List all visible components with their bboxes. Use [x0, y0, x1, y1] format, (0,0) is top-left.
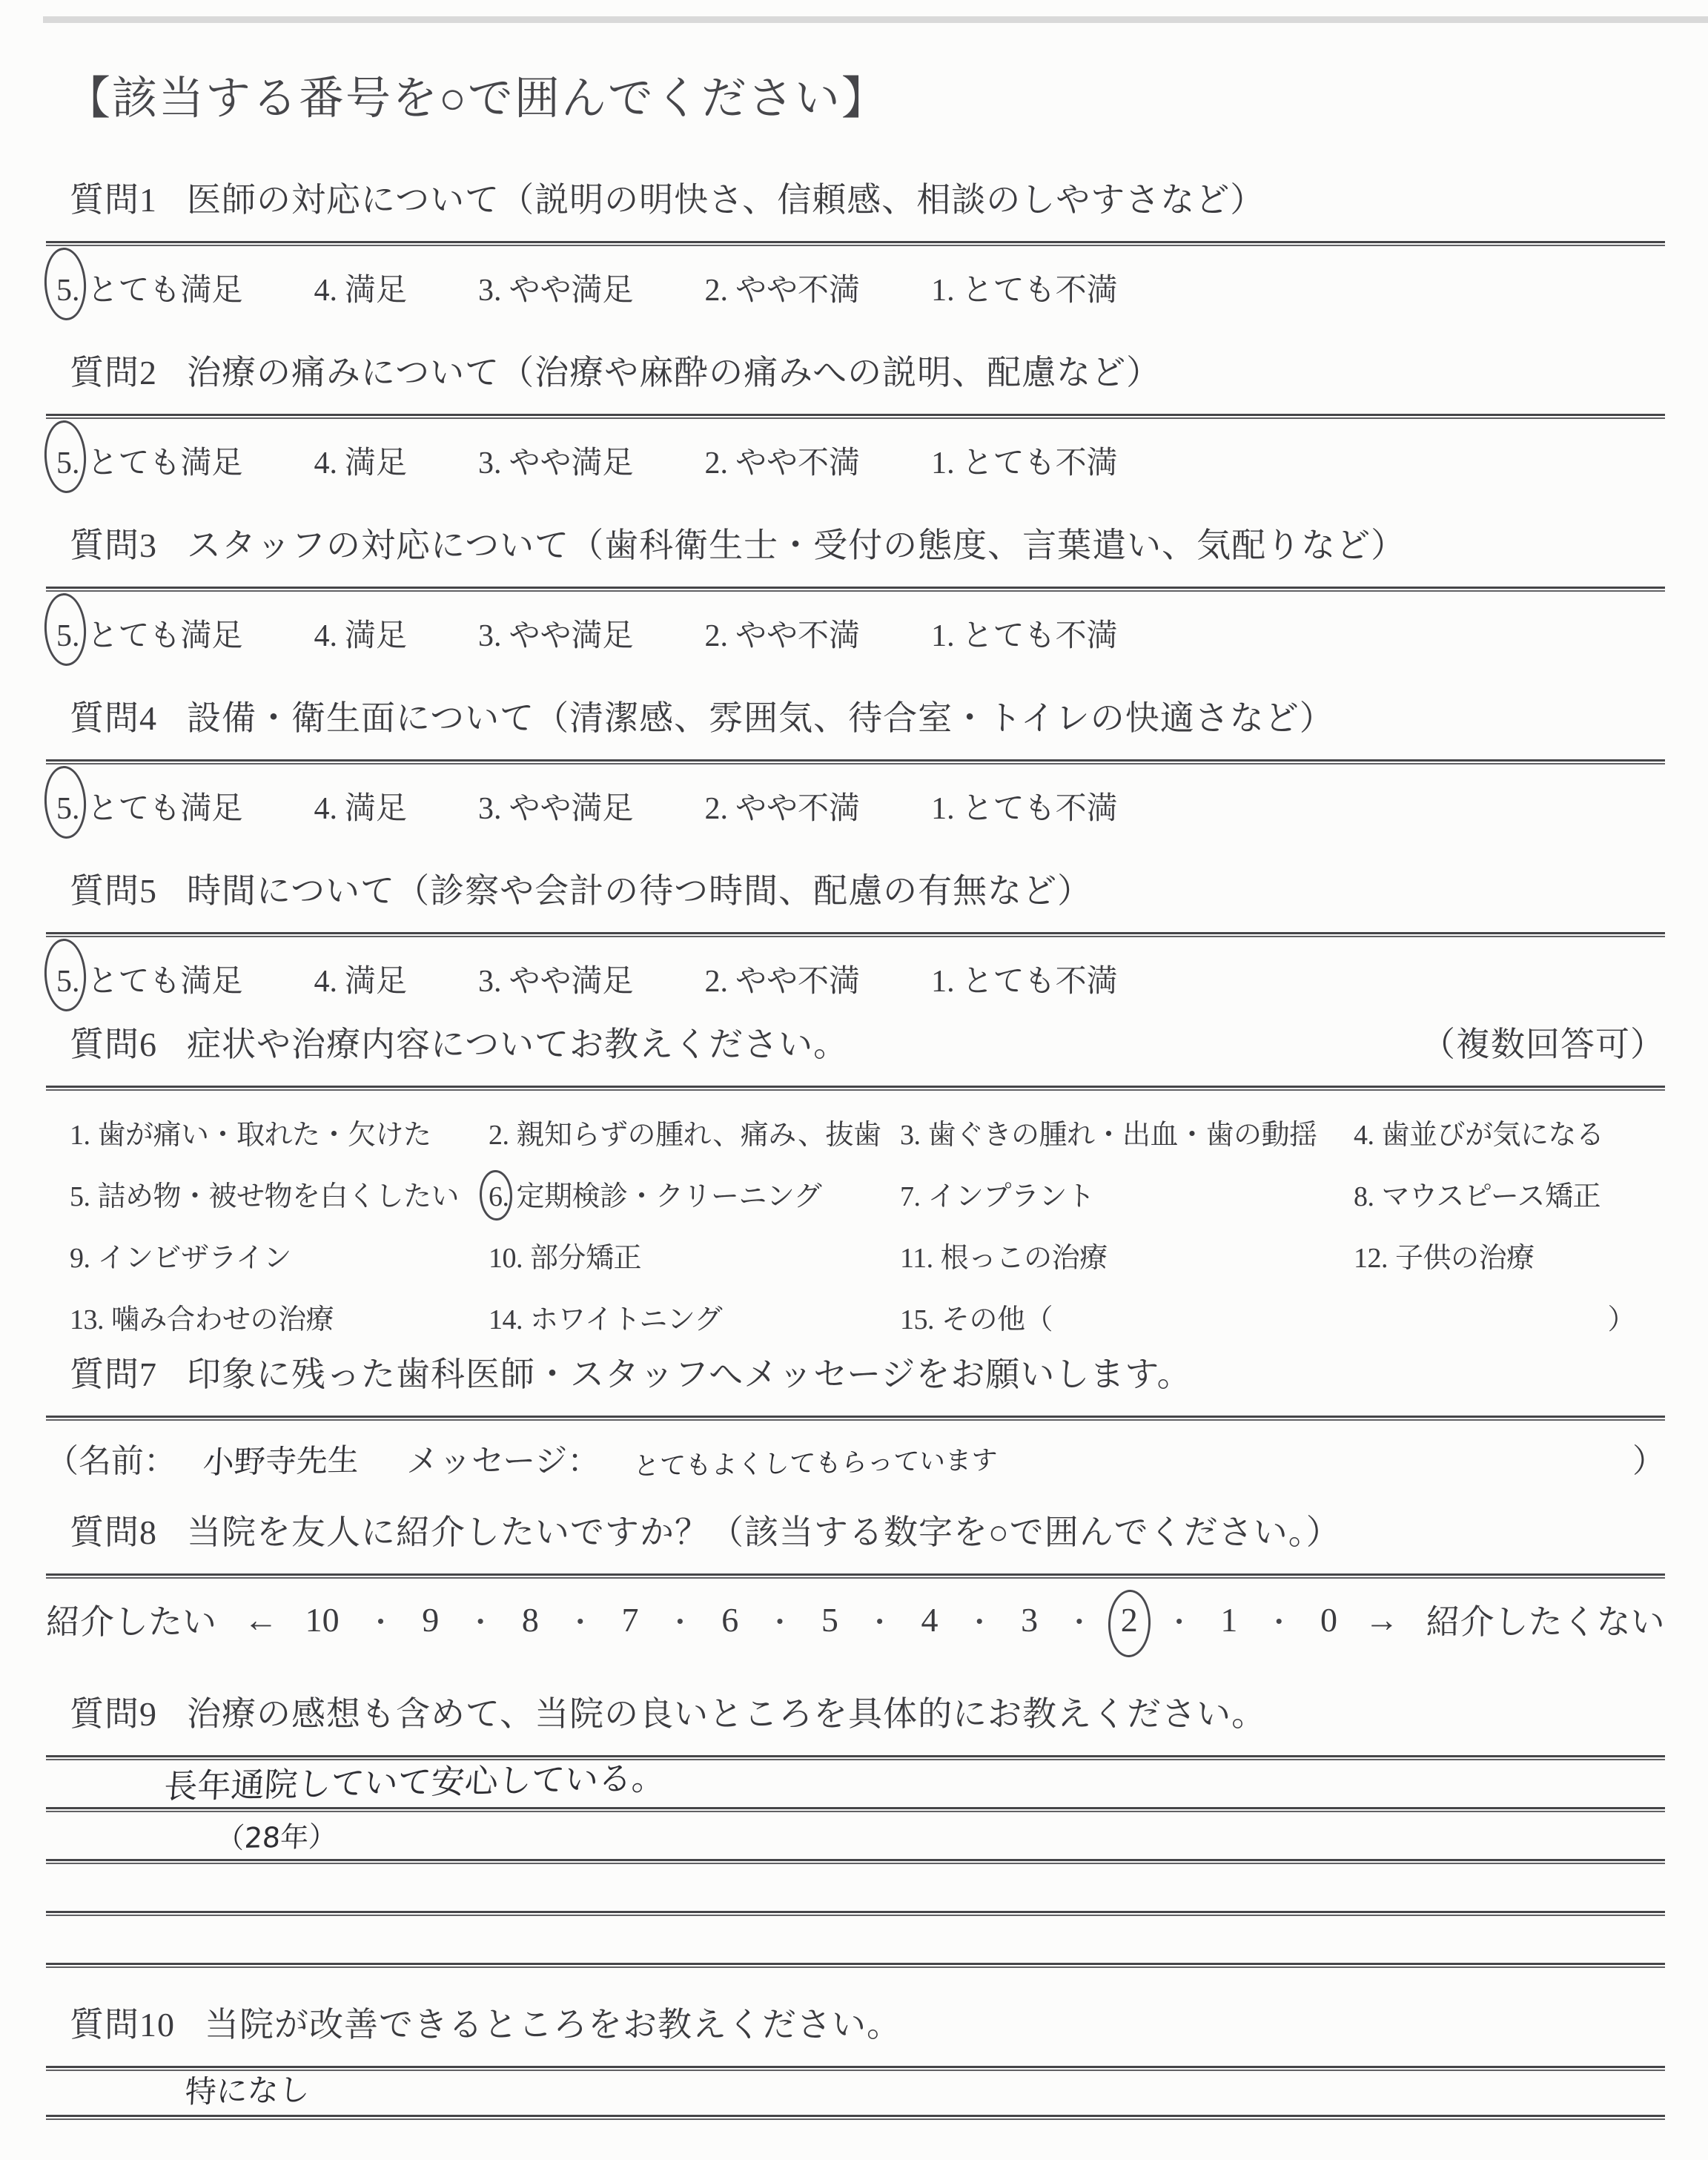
option-number: 1. [931, 619, 955, 653]
option-number: 4. [314, 274, 338, 308]
item-number: 4. [1354, 1120, 1374, 1151]
q6-item-5 [70, 1173, 489, 1214]
divider [46, 932, 1665, 937]
writing-line [46, 1963, 1665, 1968]
answer-line [0, 1916, 1708, 1968]
answer-line [0, 1864, 1708, 1916]
divider [46, 1416, 1665, 1421]
scale-9: 9 [422, 1600, 440, 1639]
q6-item-11 [900, 1235, 1354, 1275]
question-5-title: 時間について（診察や会計の待つ時間、配慮の有無など） [187, 872, 1093, 910]
option-label: やや不満 [735, 446, 861, 480]
option-1 [931, 611, 1118, 655]
circled-answer-mark: 5. [56, 792, 80, 826]
option-5 [56, 265, 243, 310]
multiple-answers-note: （複数回答可） [1421, 1025, 1665, 1063]
q6-other-close-paren: ） [1607, 1304, 1635, 1335]
q6-item-6 [489, 1173, 900, 1214]
scale-8: 8 [521, 1600, 539, 1639]
handwritten-message: とてもよくしてもらっています [632, 1445, 999, 1482]
question-8-title: 当院を友人に紹介したいですか？（該当する数字を○で囲んでください。） [187, 1513, 1341, 1551]
question-2-options [56, 438, 1708, 483]
item-label: その他（ [941, 1304, 1053, 1335]
divider [46, 241, 1665, 246]
question-6-heading [70, 1017, 1665, 1066]
option-label: 満足 [345, 274, 408, 308]
option-4 [314, 784, 408, 828]
question-4-options [56, 784, 1708, 828]
right-arrow-icon: → [1364, 1600, 1399, 1639]
item-label: 根っこの治療 [940, 1243, 1108, 1274]
circled-answer-mark: 5. [56, 619, 80, 653]
option-number: 1. [931, 965, 955, 999]
handwritten-name: 小野寺先生 [202, 1441, 360, 1481]
handwritten-answer: 長年通院していて安心している。 [163, 1758, 666, 1806]
option-number: 1. [931, 446, 955, 480]
q6-item-8 [1354, 1173, 1665, 1214]
question-10-label: 質問10 [70, 2006, 175, 2044]
option-1 [931, 957, 1118, 1001]
item-label: 親知らずの腫れ、痛み、抜歯 [516, 1120, 881, 1151]
dot-separator: ・ [666, 1607, 695, 1639]
question-3-title: スタッフの対応について（歯科衛生士・受付の態度、言葉遣い、気配りなど） [187, 526, 1406, 564]
question-9-section [0, 1687, 1708, 1968]
dot-separator: ・ [366, 1607, 395, 1639]
question-10-section [0, 1998, 1708, 2160]
question-5-section [0, 864, 1708, 1001]
option-label: やや満足 [509, 446, 634, 480]
question-3-heading [70, 518, 1665, 567]
option-4 [314, 438, 408, 483]
question-5-options [56, 957, 1708, 1001]
circled-answer-mark: 5. [56, 274, 80, 308]
question-5-heading [70, 864, 1665, 913]
option-label: やや不満 [735, 965, 861, 999]
question-6-title: 症状や治療内容についてお教えください。 [187, 1025, 849, 1063]
q6-item-13 [70, 1296, 489, 1337]
option-4 [314, 265, 408, 310]
scale-0: 0 [1320, 1600, 1338, 1639]
divider [46, 1086, 1665, 1091]
question-8-section [0, 1505, 1708, 1644]
item-label: 歯並びが気になる [1381, 1120, 1604, 1151]
option-label: とても不満 [961, 792, 1118, 826]
q6-item-1 [70, 1112, 489, 1152]
q6-item-4 [1354, 1112, 1665, 1152]
handwritten-answer: （28年） [215, 1820, 338, 1855]
scale-right-label: 紹介したくない [1426, 1603, 1665, 1641]
option-2 [705, 265, 861, 310]
message-field-label: メッセージ： [406, 1443, 600, 1479]
scale-10: 10 [305, 1600, 340, 1639]
option-label: とても不満 [961, 619, 1118, 653]
option-1 [931, 265, 1118, 310]
item-number: 11. [900, 1243, 933, 1274]
option-number: 2. [704, 274, 729, 308]
item-number: 9. [70, 1243, 90, 1274]
option-2 [705, 784, 861, 828]
option-number: 1. [931, 274, 955, 308]
option-3 [478, 957, 634, 1001]
writing-line [46, 1911, 1665, 1916]
item-label: 部分矯正 [530, 1243, 642, 1274]
question-2-title: 治療の痛みについて（治療や麻酔の痛みへの説明、配慮など） [187, 354, 1162, 392]
question-1-title: 医師の対応について（説明の明快さ、信頼感、相談のしやすさなど） [187, 181, 1265, 219]
option-2 [705, 611, 861, 655]
option-3 [478, 438, 634, 483]
dot-separator: ・ [965, 1607, 994, 1639]
item-number: 15. [900, 1304, 934, 1335]
item-label: 歯が痛い・取れた・欠けた [97, 1120, 431, 1151]
item-label: 子供の治療 [1395, 1243, 1535, 1274]
circled-scale-2: 2 [1120, 1600, 1138, 1639]
scan-artifact-band [43, 16, 1708, 23]
option-label: とても満足 [87, 446, 243, 480]
option-number: 1. [931, 792, 955, 826]
question-10-title: 当院が改善できるところをお教えください。 [205, 2006, 901, 2044]
divider [46, 1573, 1665, 1579]
option-label: やや不満 [735, 274, 861, 308]
question-7-label: 質問7 [70, 1355, 157, 1393]
answer-line [0, 2120, 1708, 2160]
option-1 [931, 784, 1118, 828]
divider [46, 587, 1665, 592]
answer-line [0, 1760, 1708, 1812]
item-label: インビザライン [97, 1243, 291, 1274]
question-6-label: 質問6 [70, 1025, 157, 1063]
option-number: 3. [478, 965, 502, 999]
question-1-label: 質問1 [70, 181, 157, 219]
scale-3: 3 [1021, 1600, 1039, 1639]
option-number: 2. [704, 792, 729, 826]
option-number: 4. [314, 619, 338, 653]
writing-line [46, 1807, 1665, 1812]
option-4 [314, 957, 408, 1001]
circled-item-mark: 6. [489, 1181, 509, 1212]
option-label: とても満足 [87, 965, 243, 999]
item-number: 10. [489, 1243, 523, 1274]
option-2 [705, 957, 861, 1001]
option-number: 4. [314, 965, 338, 999]
scale-1: 1 [1220, 1600, 1238, 1639]
question-7-answer-row [46, 1434, 1665, 1482]
item-number: 12. [1354, 1243, 1388, 1274]
item-number: 13. [70, 1304, 104, 1335]
dot-separator: ・ [1065, 1607, 1093, 1639]
close-paren: ） [1632, 1443, 1665, 1479]
option-number: 3. [478, 619, 502, 653]
dot-separator: ・ [1165, 1607, 1194, 1639]
option-label: 満足 [345, 619, 408, 653]
option-number: 2. [704, 965, 729, 999]
option-label: やや満足 [509, 792, 634, 826]
question-1-options [56, 265, 1708, 310]
option-1 [931, 438, 1118, 483]
q6-item-9 [70, 1235, 489, 1275]
item-label: 噛み合わせの治療 [111, 1304, 334, 1335]
question-8-heading [70, 1505, 1665, 1554]
scale-5: 5 [821, 1600, 838, 1639]
option-label: とても不満 [961, 965, 1118, 999]
dot-separator: ・ [1265, 1607, 1294, 1639]
name-field-label: （名前： [46, 1443, 176, 1479]
option-label: とても満足 [87, 274, 243, 308]
scale-6: 6 [721, 1600, 739, 1639]
question-3-label: 質問3 [70, 526, 157, 564]
circled-answer-mark: 5. [56, 446, 80, 480]
question-1-section [0, 173, 1708, 310]
divider [46, 414, 1665, 419]
question-7-title: 印象に残った歯科医師・スタッフへメッセージをお願いします。 [187, 1355, 1192, 1393]
option-label: とても満足 [87, 619, 243, 653]
option-3 [478, 265, 634, 310]
answer-line [0, 2071, 1708, 2120]
q6-item-7 [900, 1173, 1354, 1214]
option-5 [56, 611, 243, 655]
item-number: 7. [900, 1181, 921, 1212]
option-number: 3. [478, 274, 502, 308]
question-4-title: 設備・衛生面について（清潔感、雰囲気、待合室・トイレの快適さなど） [187, 699, 1334, 737]
option-number: 4. [314, 792, 338, 826]
item-label: インプラント [927, 1181, 1095, 1212]
option-label: やや不満 [735, 619, 861, 653]
option-5 [56, 957, 243, 1001]
option-label: とても不満 [961, 274, 1118, 308]
option-label: とても満足 [87, 792, 243, 826]
q6-item-14 [489, 1296, 900, 1337]
option-2 [705, 438, 861, 483]
option-label: 満足 [345, 446, 408, 480]
q6-item-12 [1354, 1235, 1665, 1275]
question-3-options [56, 611, 1708, 655]
question-6-section [0, 1017, 1708, 1337]
q6-item-15 [900, 1296, 1354, 1337]
scale-4: 4 [921, 1600, 939, 1639]
item-number: 2. [489, 1120, 509, 1151]
item-number: 3. [900, 1120, 921, 1151]
item-label: マウスピース矯正 [1381, 1181, 1601, 1212]
question-9-heading [70, 1687, 1665, 1736]
question-10-heading [70, 1998, 1665, 2047]
left-arrow-icon: ← [243, 1600, 278, 1639]
question-2-label: 質問2 [70, 354, 157, 392]
option-label: とても不満 [961, 446, 1118, 480]
question-8-label: 質問8 [70, 1513, 157, 1551]
dot-separator: ・ [566, 1607, 595, 1639]
question-4-heading [70, 691, 1665, 740]
q6-item-3 [900, 1112, 1354, 1152]
option-label: やや満足 [509, 619, 634, 653]
option-number: 3. [478, 446, 502, 480]
dot-separator: ・ [865, 1607, 894, 1639]
question-4-label: 質問4 [70, 699, 157, 737]
item-number: 1. [70, 1120, 90, 1151]
option-number: 2. [704, 446, 729, 480]
question-7-section [0, 1347, 1708, 1482]
option-number: 3. [478, 792, 502, 826]
page-title: 【該当する番号を○で囲んでください】 [65, 74, 888, 124]
q6-item-2 [489, 1112, 900, 1152]
item-number: 14. [489, 1304, 523, 1335]
q6-item-10 [489, 1235, 900, 1275]
question-7-heading [70, 1347, 1665, 1396]
writing-line [46, 1859, 1665, 1864]
item-number: 8. [1354, 1181, 1374, 1212]
option-label: やや不満 [735, 792, 861, 826]
writing-line [46, 2115, 1665, 2120]
option-4 [314, 611, 408, 655]
question-1-heading [70, 173, 1665, 222]
question-2-heading [70, 346, 1665, 394]
item-label: 歯ぐきの腫れ・出血・歯の動揺 [927, 1120, 1317, 1151]
option-label: 満足 [345, 965, 408, 999]
question-6-items [70, 1112, 1665, 1337]
option-5 [56, 784, 243, 828]
recommendation-scale [46, 1595, 1665, 1644]
item-label: 定期検診・クリーニング [516, 1181, 822, 1212]
option-3 [478, 784, 634, 828]
question-4-section [0, 691, 1708, 828]
option-label: やや満足 [509, 965, 634, 999]
question-9-label: 質問9 [70, 1695, 157, 1733]
item-label: ホワイトニング [530, 1304, 723, 1335]
question-3-section [0, 518, 1708, 655]
question-2-section [0, 346, 1708, 483]
scale-7: 7 [621, 1600, 639, 1639]
item-label: 詰め物・被せ物を白くしたい [97, 1181, 460, 1212]
divider [46, 759, 1665, 764]
option-label: やや満足 [509, 274, 634, 308]
dot-separator: ・ [766, 1607, 795, 1639]
question-9-title: 治療の感想も含めて、当院の良いところを具体的にお教えください。 [187, 1695, 1267, 1733]
option-number: 4. [314, 446, 338, 480]
option-5 [56, 438, 243, 483]
option-number: 2. [704, 619, 729, 653]
circled-answer-mark: 5. [56, 965, 80, 999]
answer-line [0, 1812, 1708, 1864]
question-5-label: 質問5 [70, 872, 157, 910]
option-label: 満足 [345, 792, 408, 826]
option-3 [478, 611, 634, 655]
dot-separator: ・ [466, 1607, 495, 1639]
item-number: 5. [70, 1181, 90, 1212]
scale-left-label: 紹介したい [46, 1603, 216, 1641]
handwritten-answer: 特になし [184, 2071, 311, 2110]
